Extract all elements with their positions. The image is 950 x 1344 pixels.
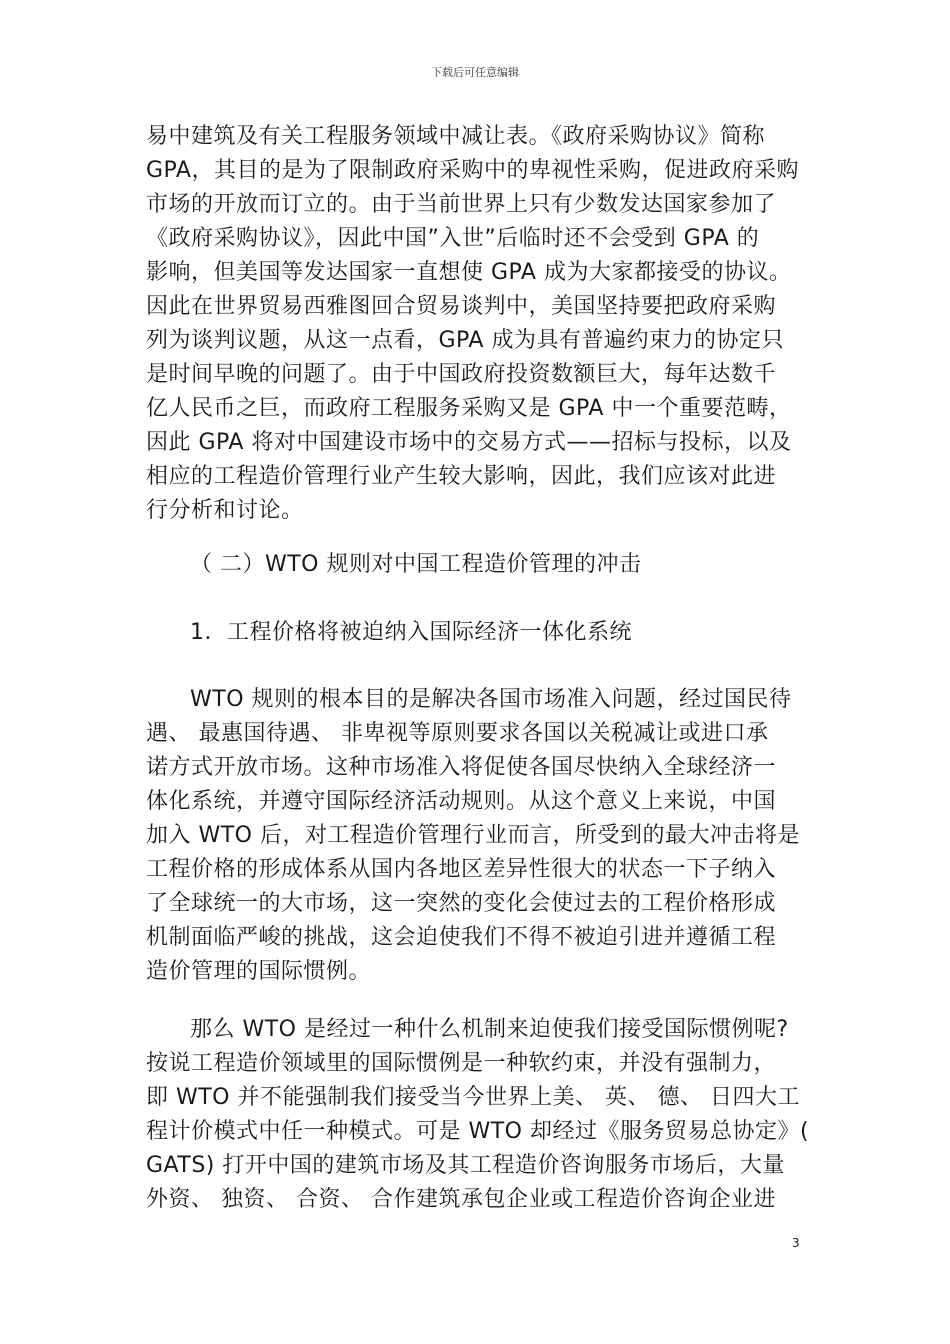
paragraph-line: 亿人民币之巨，而政府工程服务采购又是 GPA 中一个重要范畴， <box>146 396 792 421</box>
paragraph-line: 是时间早晚的问题了。由于中国政府投资数额巨大，每年达数千 <box>146 362 777 387</box>
paragraph-gpa <box>146 120 812 528</box>
paragraph-line: 即 WTO 并不能强制我们接受当今世界上美、 英、 德、 日四大工 <box>146 1085 800 1110</box>
page-header: 下载后可任意编辑 <box>431 66 519 79</box>
paragraph-line: 易中建筑及有关工程服务领域中减让表。《政府采购协议》简称 <box>146 124 766 149</box>
paragraph-line: 外资、 独资、 合资、 合作建筑承包企业或工程造价咨询企业进 <box>146 1187 776 1212</box>
paragraph-line: GATS) 打开中国的建筑市场及其工程造价咨询服务市场后，大量 <box>146 1153 785 1178</box>
paragraph-line: 工程价格的形成体系从国内各地区差异性很大的状态一下子纳入 <box>146 857 777 882</box>
paragraph-wto-rules <box>146 683 812 989</box>
paragraph-line: 相应的工程造价管理行业产生较大影响，因此，我们应该对此进 <box>146 464 777 489</box>
paragraph-line: 了全球统一的大市场，这一突然的变化会使过去的工程价格形成 <box>146 891 777 916</box>
paragraph-line: 市场的开放而订立的。由于当前世界上只有少数发达国家参加了 <box>146 192 777 217</box>
paragraph-line: WTO 规则的根本目的是解决各国市场准入问题，经过国民待 <box>190 687 792 712</box>
section-heading: （ 二）WTO 规则对中国工程造价管理的冲击 <box>190 552 642 577</box>
paragraph-line: 那么 WTO 是经过一种什么机制来迫使我们接受国际惯例呢? <box>190 1017 789 1042</box>
paragraph-line: GPA，其目的是为了限制政府采购中的卑视性采购，促进政府采购 <box>146 158 799 183</box>
paragraph-line: 行分析和讨论。 <box>146 498 304 523</box>
subsection-heading: 1．工程价格将被迫纳入国际经济一体化系统 <box>190 620 632 645</box>
paragraph-line: 《政府采购协议》，因此中国”入世”后临时还不会受到 GPA 的 <box>146 226 760 251</box>
paragraph-line: 加入 WTO 后，对工程造价管理行业而言，所受到的最大冲击将是 <box>146 823 800 848</box>
paragraph-line: 遇、 最惠国待遇、 非卑视等原则要求各国以关税减让或进口承 <box>146 721 769 746</box>
paragraph-line: 因此在世界贸易西雅图回合贸易谈判中，美国坚持要把政府采购 <box>146 294 777 319</box>
paragraph-line: 机制面临严峻的挑战，这会迫使我们不得不被迫引进并遵循工程 <box>146 925 777 950</box>
paragraph-line: 造价管理的国际惯例。 <box>146 959 372 984</box>
paragraph-line: 影响，但美国等发达国家一直想使 GPA 成为大家都接受的协议。 <box>146 260 792 285</box>
paragraph-line: 按说工程造价领域里的国际惯例是一种软约束，并没有强制力， <box>146 1051 777 1076</box>
paragraph-line: 体化系统，并遵守国际经济活动规则。从这个意义上来说，中国 <box>146 789 777 814</box>
paragraph-line: 因此 GPA 将对中国建设市场中的交易方式——招标与投标，以及 <box>146 430 792 455</box>
page-number: 3 <box>792 1236 800 1250</box>
paragraph-wto-mechanism <box>146 1013 812 1217</box>
paragraph-line: 诺方式开放市场。这种市场准入将促使各国尽快纳入全球经济一 <box>146 755 777 780</box>
paragraph-line: 程计价模式中任一种模式。可是 WTO 却经过《服务贸易总协定》( <box>146 1119 810 1144</box>
paragraph-line: 列为谈判议题，从这一点看，GPA 成为具有普遍约束力的协定只 <box>146 328 784 353</box>
